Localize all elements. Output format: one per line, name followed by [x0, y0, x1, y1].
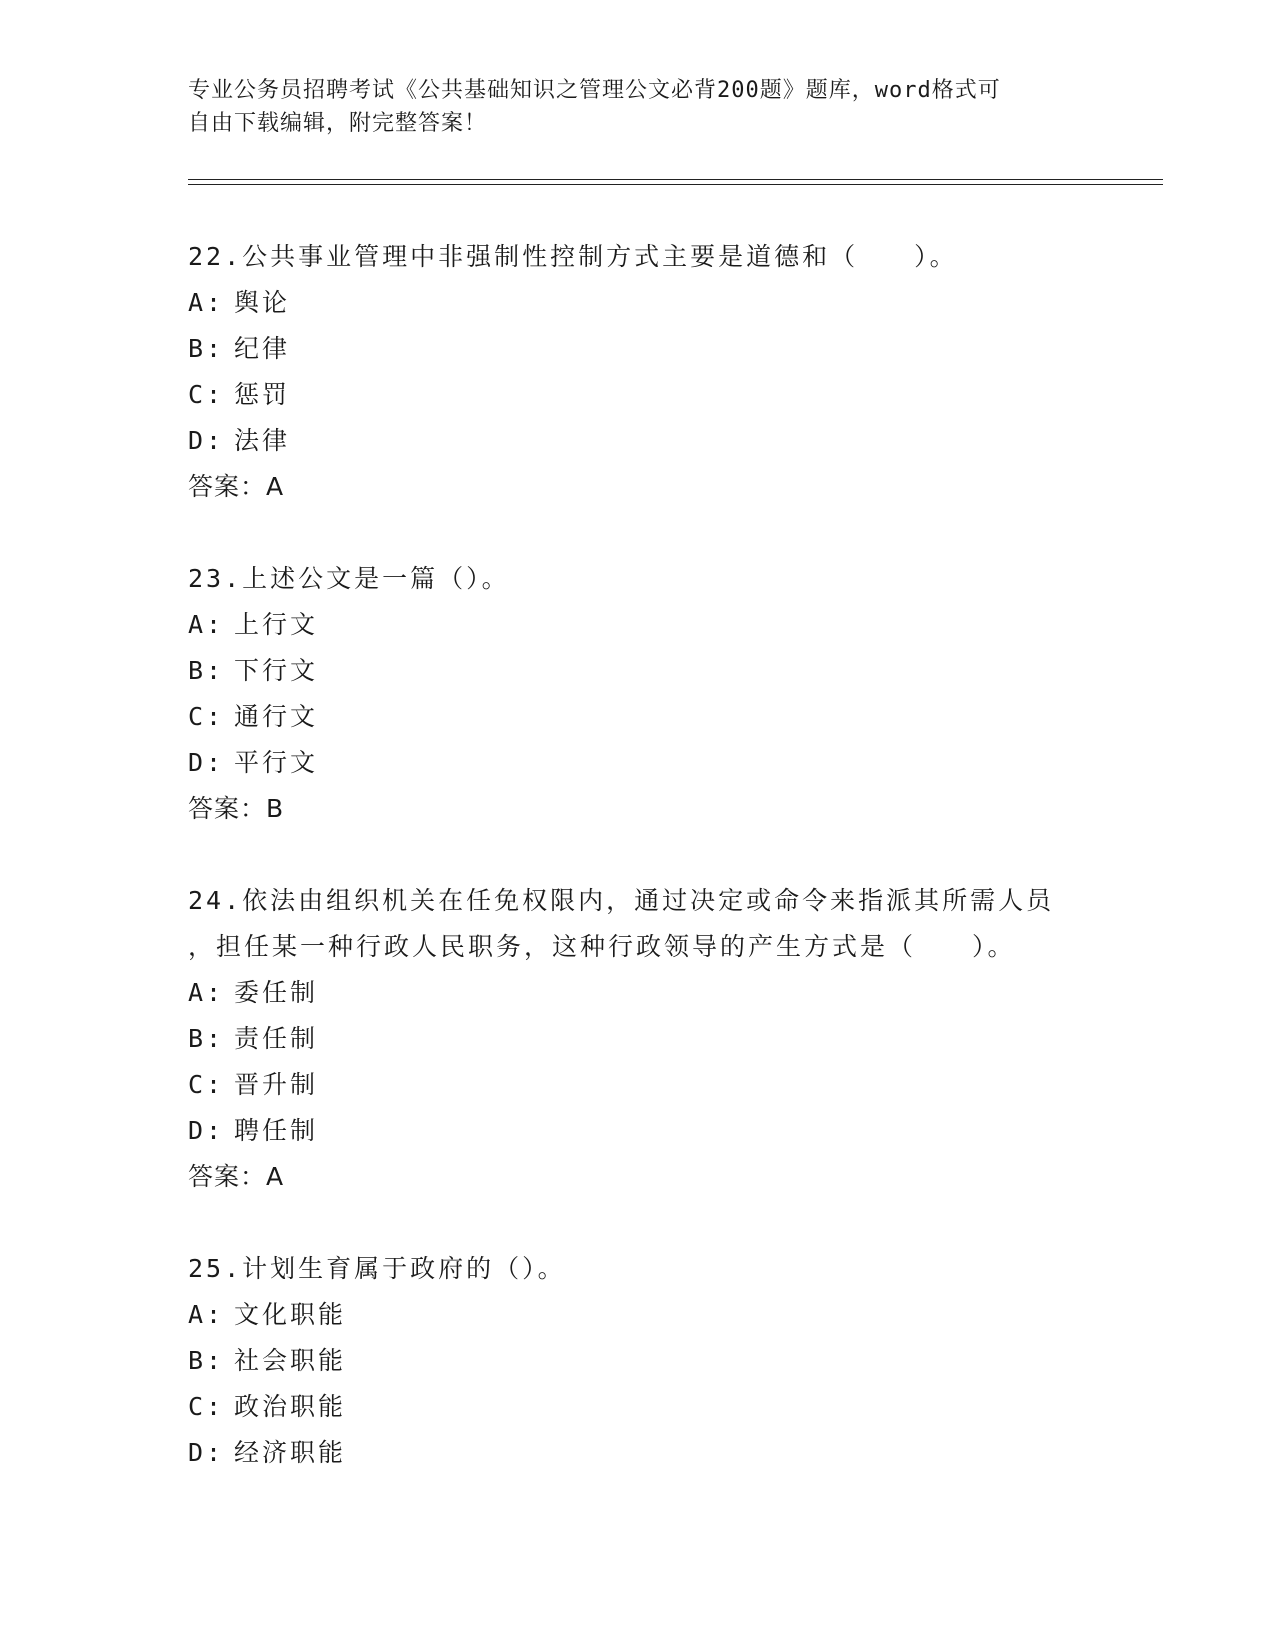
option-letter: D: [188, 426, 225, 455]
option-letter: D: [188, 748, 225, 777]
header-line-1: 专业公务员招聘考试《公共基础知识之管理公文必背200题》题库，word格式可 [188, 78, 1001, 103]
option-letter: B: [188, 656, 225, 685]
option-letter: C: [188, 1392, 225, 1421]
option-text: 法律 [234, 426, 291, 455]
option-letter: A: [188, 1300, 225, 1329]
option-text: 上行文 [234, 610, 319, 639]
question-text: 23.上述公文是一篇（）。 [188, 564, 510, 593]
option-text: 惩罚 [234, 380, 291, 409]
option-d [188, 1430, 1148, 1476]
question-text-continued: ，担任某一种行政人民职务，这种行政领导的产生方式是（ ）。 [188, 932, 1016, 961]
option-a [188, 602, 1148, 648]
option-letter: A: [188, 610, 225, 639]
option-a [188, 1292, 1148, 1338]
option-text: 舆论 [234, 288, 291, 317]
question-item [188, 556, 1148, 832]
option-text: 经济职能 [234, 1438, 347, 1467]
option-letter: B: [188, 334, 225, 363]
question-text: 24.依法由组织机关在任免权限内，通过决定或命令来指派其所需人员 [188, 886, 1055, 915]
option-text: 委任制 [234, 978, 319, 1007]
option-c [188, 1384, 1148, 1430]
option-letter: C: [188, 380, 225, 409]
answer-line: 答案：B [188, 794, 285, 823]
option-letter: D: [188, 1438, 225, 1467]
option-a [188, 970, 1148, 1016]
question-text: 22.公共事业管理中非强制性控制方式主要是道德和（ ）。 [188, 242, 958, 271]
option-text: 聘任制 [234, 1116, 319, 1145]
option-b [188, 326, 1148, 372]
option-d [188, 740, 1148, 786]
header-line-2: 自由下载编辑，附完整答案！ [188, 111, 488, 136]
option-letter: A: [188, 978, 225, 1007]
option-b [188, 1338, 1148, 1384]
option-d [188, 1108, 1148, 1154]
option-b [188, 1016, 1148, 1062]
option-text: 通行文 [234, 702, 319, 731]
option-text: 责任制 [234, 1024, 319, 1053]
question-text: 25.计划生育属于政府的（）。 [188, 1254, 566, 1283]
answer-line: 答案：A [188, 472, 285, 501]
option-d [188, 418, 1148, 464]
answer-line: 答案：A [188, 1162, 285, 1191]
option-text: 下行文 [234, 656, 319, 685]
question-item [188, 1246, 1148, 1476]
question-item [188, 878, 1148, 1200]
option-c [188, 372, 1148, 418]
option-text: 政治职能 [234, 1392, 347, 1421]
option-a [188, 280, 1148, 326]
document-header [188, 74, 1068, 140]
question-list [188, 234, 1148, 1522]
question-item [188, 234, 1148, 510]
option-text: 文化职能 [234, 1300, 347, 1329]
option-letter: A: [188, 288, 225, 317]
option-c [188, 1062, 1148, 1108]
option-b [188, 648, 1148, 694]
option-c [188, 694, 1148, 740]
option-letter: C: [188, 702, 225, 731]
option-text: 晋升制 [234, 1070, 319, 1099]
option-letter: B: [188, 1024, 225, 1053]
option-text: 平行文 [234, 748, 319, 777]
option-letter: C: [188, 1070, 225, 1099]
option-text: 纪律 [234, 334, 291, 363]
header-divider-top [188, 179, 1163, 180]
option-text: 社会职能 [234, 1346, 347, 1375]
option-letter: D: [188, 1116, 225, 1145]
option-letter: B: [188, 1346, 225, 1375]
header-divider-bottom [188, 184, 1163, 185]
